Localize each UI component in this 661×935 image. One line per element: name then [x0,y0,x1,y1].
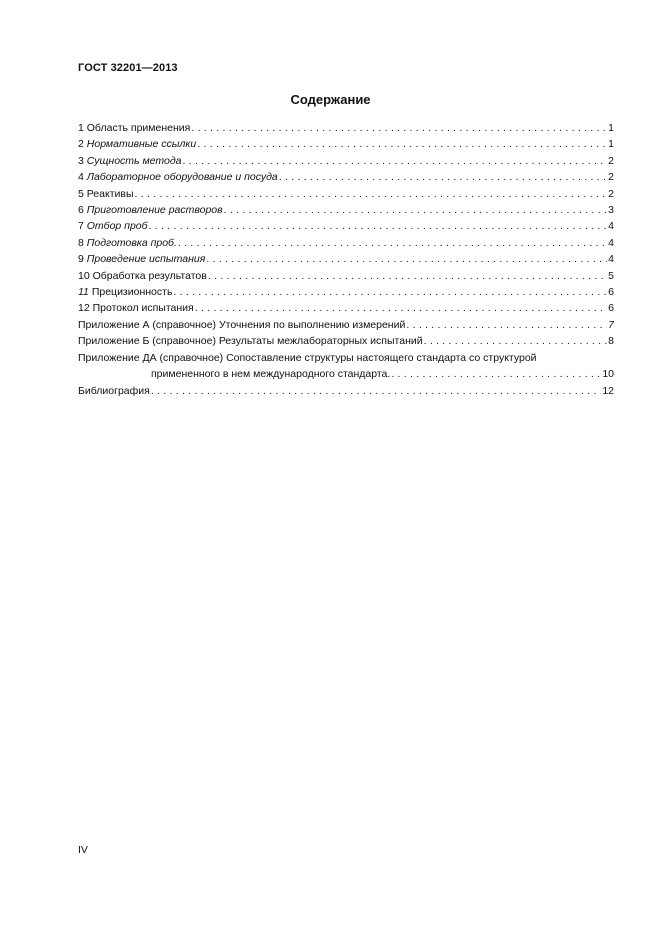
toc-entry[interactable] [78,202,614,218]
toc-page: 7 [608,318,614,331]
toc-number: 5 [78,187,84,200]
leader-dots [391,366,601,382]
toc-text: Подготовка проб. [86,236,177,249]
toc-text-line2: примененного в нем международного стандарта. [151,368,391,381]
toc-number: 4 [78,171,84,184]
toc-text: Область применения [86,122,191,134]
toc-text: Реактивы [86,187,134,200]
toc-text: Приготовление растворов [86,204,223,217]
toc-entry[interactable] [78,300,614,316]
toc-entry-multiline[interactable] [78,350,614,383]
toc-text: Отбор проб [86,220,148,233]
toc-page: 5 [608,269,614,282]
toc-text: Приложение Б (справочное) Результаты межлабораторных испытаний [78,335,423,348]
toc-entry[interactable] [78,284,614,300]
leader-dots [183,153,608,169]
toc-number: 12 [78,302,90,315]
leader-dots [178,235,607,251]
toc-number: 7 [78,220,84,233]
toc-text: Сущность метода [86,154,182,167]
toc-entry[interactable] [78,251,614,267]
leader-dots [224,202,608,218]
toc-page: 1 [608,138,614,151]
toc-entry[interactable] [78,218,614,234]
toc-number: 9 [78,253,84,266]
toc-page: 3 [608,204,614,217]
toc-entry[interactable] [78,169,614,185]
toc-page: 4 [608,253,614,266]
toc-number: 11 [78,286,89,299]
toc-page: 8 [608,335,614,348]
toc-page: 4 [608,236,614,249]
toc-entry[interactable] [78,317,614,333]
toc-number: 6 [78,204,84,217]
toc-text: Нормативные ссылки [86,138,197,151]
toc-page: 4 [608,220,614,233]
toc-page: 6 [608,286,614,299]
toc-number: 1 [78,122,84,134]
leader-dots [206,251,607,267]
leader-dots [406,317,607,333]
toc-entry[interactable] [78,268,614,284]
toc-page: 1 [608,122,614,134]
toc-entry[interactable] [78,383,614,399]
page-number: IV [78,844,88,856]
leader-dots [195,300,607,316]
toc-page: 2 [608,171,614,184]
toc-page: 12 [602,384,614,397]
leader-dots [135,186,608,202]
toc-entry[interactable] [78,120,614,136]
toc-entry[interactable] [78,153,614,169]
toc-page: 2 [608,154,614,167]
document-id: ГОСТ 32201—2013 [78,62,178,74]
leader-dots [197,136,607,152]
toc-entry[interactable] [78,235,614,251]
leader-dots [424,333,608,349]
leader-dots [149,218,608,234]
leader-dots [173,284,607,300]
toc-page: 10 [602,368,614,381]
toc-number: 8 [78,236,84,249]
leader-dots [208,268,607,284]
page-title: Содержание [290,92,371,107]
leader-dots [191,120,607,136]
toc-page: 2 [608,187,614,200]
toc-text: Библиография [78,384,150,397]
toc-number: 10 [78,269,90,282]
toc-text: Обработка результатов [92,269,207,282]
leader-dots [151,383,601,399]
toc-entry[interactable] [78,136,614,152]
toc-entry[interactable] [78,333,614,349]
toc-entry[interactable] [78,186,614,202]
toc-text: Прецизионность [91,286,173,299]
table-of-contents [78,120,614,399]
toc-text: Протокол испытания [92,302,194,315]
toc-text: Лабораторное оборудование и посуда [86,171,278,184]
toc-text: Проведение испытания [86,253,206,266]
toc-number: 2 [78,138,84,151]
toc-number: 3 [78,154,84,167]
toc-page: 6 [608,302,614,315]
leader-dots [279,169,607,185]
toc-text: Приложение А (справочное) Уточнения по выполнению измерений [78,318,406,331]
toc-text-line1: Приложение ДА (справочное) Сопоставление структуры настоящего стандарта со структурой [78,351,537,364]
